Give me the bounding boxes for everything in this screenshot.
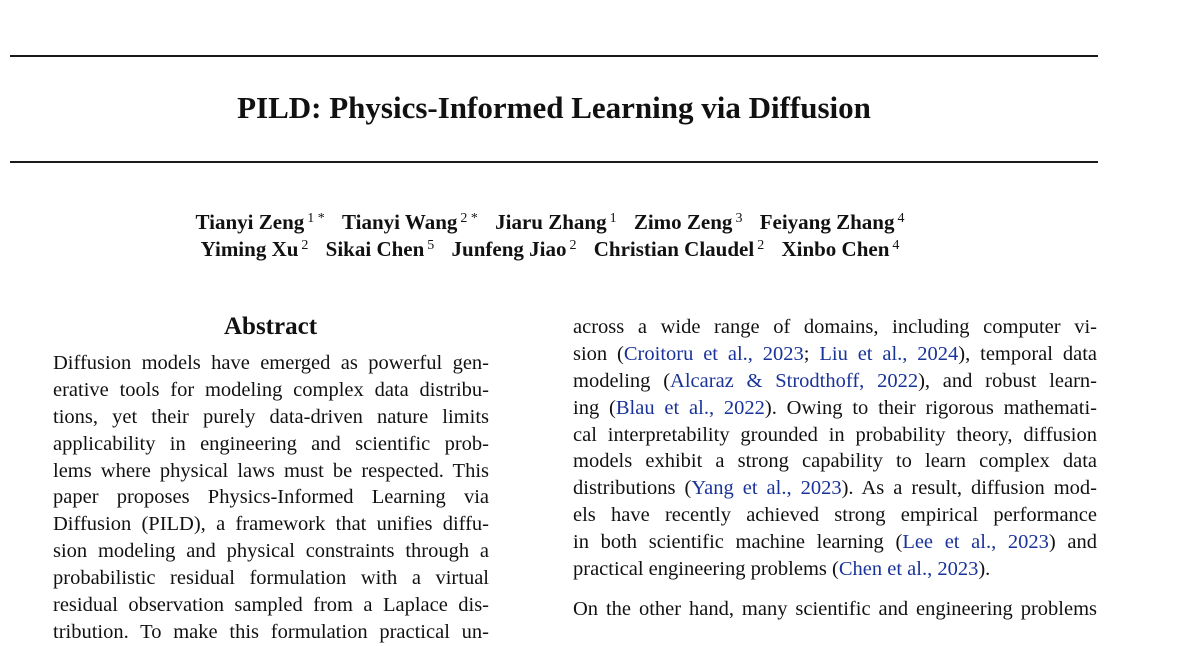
author: Christian Claudel $^2$ — [593, 237, 765, 261]
affiliation-mark: 1 — [609, 211, 617, 226]
abstract-line: sion modeling and physical constraints through a — [53, 540, 489, 563]
abstract-line: Diffusion (PILD), a framework that unifies diffu- — [53, 513, 489, 536]
author: Yiming Xu $^2$ — [200, 237, 309, 261]
abstract-line: applicability in engineering and scientific prob- — [53, 432, 489, 455]
body-line: practical engineering problems (Chen et al., 2023). — [573, 558, 991, 581]
abstract-body — [53, 350, 489, 646]
affiliation-mark: 3 — [735, 211, 743, 226]
author: Zimo Zeng $^3$ — [633, 210, 743, 234]
citation-link[interactable]: Croitoru et al., 2023 — [623, 342, 804, 365]
citation-link[interactable]: Alcaraz & Strodthoff, 2022 — [670, 369, 919, 392]
citation-link[interactable]: Liu et al., 2024 — [819, 342, 959, 365]
abstract-line: probabilistic residual formulation with a virtual — [53, 567, 489, 590]
body-line: sion (Croitoru et al., 2023; Liu et al., 2024), temporal data — [573, 342, 1097, 365]
affiliation-mark: 5 — [427, 238, 435, 253]
abstract-line: residual observation sampled from a Laplace dis- — [53, 594, 489, 617]
body-line: models exhibit a strong capability to learn complex data — [573, 450, 1097, 473]
top-rule — [10, 55, 1098, 57]
citation-link[interactable]: Blau et al., 2022 — [615, 396, 765, 419]
abstract-line: Diffusion models have emerged as powerful gen- — [53, 352, 489, 374]
paper-title: PILD: Physics-Informed Learning via Diffusion — [237, 90, 871, 125]
author: Feiyang Zhang $^4$ — [759, 210, 905, 234]
author-row — [0, 236, 1100, 263]
body-line: ing (Blau et al., 2022). Owing to their rigorous mathemati- — [573, 396, 1097, 419]
affiliation-mark: 1 * — [307, 211, 325, 226]
citation-link[interactable]: Lee et al., 2023 — [902, 531, 1049, 554]
affiliation-mark: 2 — [757, 238, 765, 253]
abstract-line: lems where physical laws must be respected. This — [53, 459, 489, 482]
author: Jiaru Zhang $^1$ — [495, 210, 617, 234]
author: Tianyi Zeng $^{1 *}$ — [195, 210, 325, 234]
body-line: across a wide range of domains, including computer vi- — [573, 316, 1097, 338]
author: Xinbo Chen $^4$ — [781, 237, 900, 261]
citation-link[interactable]: Yang et al., 2023 — [691, 477, 842, 500]
body-line: cal interpretability grounded in probability theory, diffusion — [573, 423, 1097, 446]
affiliation-mark: 2 — [569, 238, 577, 253]
author: Sikai Chen $^5$ — [325, 237, 435, 261]
citation-link[interactable]: Chen et al., 2023 — [838, 558, 979, 581]
abstract-line: tribution. To make this formulation practical un- — [53, 620, 489, 643]
affiliation-mark: 2 * — [460, 211, 478, 226]
body-line: in both scientific machine learning (Lee et al., 2023) and — [573, 531, 1097, 554]
abstract-line: erative tools for modeling complex data distribu- — [53, 378, 489, 401]
body-line: els have recently achieved strong empirical performance — [573, 504, 1097, 527]
affiliation-mark: 4 — [892, 238, 900, 253]
bottom-rule — [10, 161, 1098, 163]
body-line: modeling (Alcaraz & Strodthoff, 2022), and robust learn- — [573, 369, 1097, 392]
author-row — [0, 209, 1100, 236]
affiliation-mark: 2 — [301, 238, 309, 253]
author-list — [0, 209, 1100, 263]
author: Tianyi Wang $^{2 *}$ — [342, 210, 478, 234]
affiliation-mark: 4 — [897, 211, 905, 226]
abstract-line: paper proposes Physics-Informed Learning via — [53, 486, 489, 509]
second-paragraph — [573, 596, 1097, 623]
body-line: distributions (Yang et al., 2023). As a result, diffusion mod- — [573, 477, 1097, 500]
intro-paragraph — [573, 314, 1097, 583]
abstract-line: tions, yet their purely data-driven nature limits — [53, 405, 489, 428]
abstract-heading: Abstract — [223, 313, 318, 340]
body-line: On the other hand, many scientific and engineering problems — [573, 598, 1097, 620]
author: Junfeng Jiao $^2$ — [451, 237, 577, 261]
